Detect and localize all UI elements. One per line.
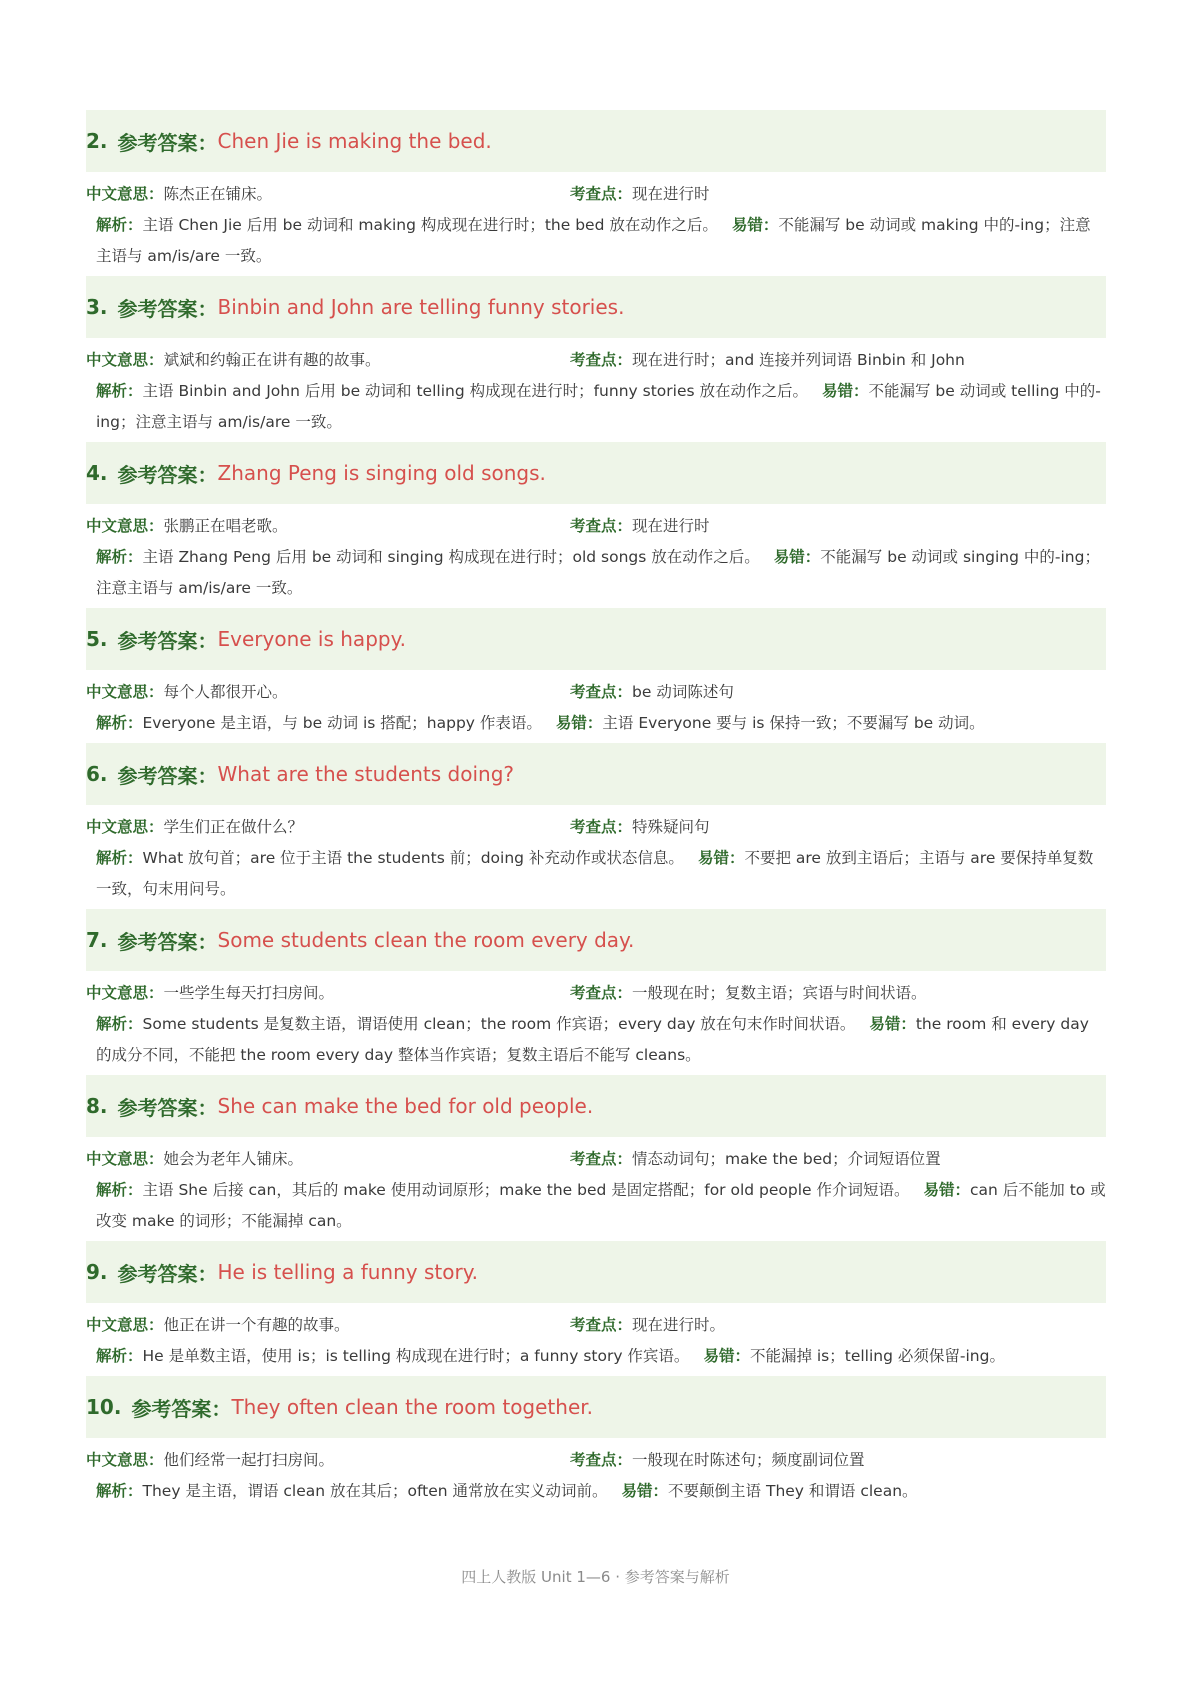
meaning-label: 中文意思： — [86, 1451, 164, 1469]
analysis-block — [86, 843, 1106, 905]
point-label: 考查点： — [570, 1451, 633, 1469]
meaning-cell — [86, 514, 570, 536]
answer-text: He is telling a funny story. — [217, 1260, 479, 1284]
meta-row — [86, 182, 1106, 204]
answer-item — [86, 909, 1106, 1071]
meaning-text: 他正在讲一个有趣的故事。 — [163, 1316, 350, 1334]
analysis-label: 解析： — [96, 1482, 143, 1500]
answer-bar — [86, 276, 1106, 338]
meaning-label: 中文意思： — [86, 517, 164, 535]
answer-bar — [86, 1075, 1106, 1137]
point-text: 现在进行时 — [632, 185, 710, 203]
meaning-text: 张鹏正在唱老歌。 — [163, 517, 288, 535]
question-number: 3. — [86, 295, 108, 319]
analysis-text: He 是单数主语，使用 is；is telling 构成现在进行时；a funny story 作宾语。 — [142, 1347, 690, 1365]
meta-row — [86, 680, 1106, 702]
analysis-block — [86, 210, 1106, 272]
answer-label: 参考答案： — [117, 628, 218, 653]
meta-row — [86, 1313, 1106, 1335]
analysis-text: What 放句首；are 位于主语 the students 前；doing 补充动作或状态信息。 — [142, 849, 684, 867]
error-label: 易错： — [703, 1347, 750, 1365]
page-footer: 四上人教版 Unit 1—6 · 参考答案与解析 — [461, 1568, 730, 1586]
meaning-text: 每个人都很开心。 — [163, 683, 288, 701]
question-number: 9. — [86, 1260, 108, 1284]
error-label: 易错： — [555, 714, 603, 732]
answer-label: 参考答案： — [117, 1095, 218, 1120]
point-cell — [570, 1313, 1106, 1335]
question-number: 10. — [86, 1395, 122, 1419]
answer-list — [86, 110, 1106, 1511]
answer-bar — [86, 1376, 1106, 1438]
analysis-text: They 是主语，谓语 clean 放在其后；often 通常放在实义动词前。 — [142, 1482, 608, 1500]
answer-text: Chen Jie is making the bed. — [217, 129, 492, 153]
answer-bar — [86, 442, 1106, 504]
answer-item — [86, 110, 1106, 272]
meaning-text: 她会为老年人铺床。 — [163, 1150, 304, 1168]
error-text: 不能漏写 be 动词或 singing 中的-ing；注意主语与 am/is/are 一致。 — [96, 548, 1100, 597]
point-cell — [570, 981, 1106, 1003]
answer-text: Zhang Peng is singing old songs. — [217, 461, 546, 485]
analysis-text: 主语 Chen Jie 后用 be 动词和 making 构成现在进行时；the bed 放在动作之后。 — [142, 216, 718, 234]
point-label: 考查点： — [570, 185, 633, 203]
analysis-label: 解析： — [96, 1015, 143, 1033]
question-number: 4. — [86, 461, 108, 485]
answer-item — [86, 276, 1106, 438]
error-text: 不能漏写 be 动词或 making 中的-ing；注意主语与 am/is/are 一致。 — [96, 216, 1091, 265]
error-text: the room 和 every day 的成分不同，不能把 the room every day 整体当作宾语；复数主语后不能写 cleans。 — [96, 1015, 1089, 1064]
answer-label: 参考答案： — [117, 462, 218, 487]
analysis-label: 解析： — [96, 1347, 143, 1365]
meaning-label: 中文意思： — [86, 351, 164, 369]
analysis-label: 解析： — [96, 714, 143, 732]
error-text: 主语 Everyone 要与 is 保持一致；不要漏写 be 动词。 — [602, 714, 985, 732]
analysis-label: 解析： — [96, 1181, 143, 1199]
point-label: 考查点： — [570, 984, 633, 1002]
meaning-label: 中文意思： — [86, 1150, 164, 1168]
answer-text: What are the students doing? — [217, 762, 515, 786]
meaning-label: 中文意思： — [86, 683, 164, 701]
meaning-cell — [86, 815, 570, 837]
meaning-label: 中文意思： — [86, 818, 164, 836]
answer-label: 参考答案： — [117, 1261, 218, 1286]
answer-label: 参考答案： — [117, 296, 218, 321]
answer-item — [86, 1241, 1106, 1372]
point-text: 现在进行时；and 连接并列词语 Binbin 和 John — [632, 351, 965, 369]
question-number: 2. — [86, 129, 108, 153]
error-label: 易错： — [697, 849, 745, 867]
point-cell — [570, 1147, 1106, 1169]
answer-item — [86, 1376, 1106, 1507]
answer-label: 参考答案： — [117, 130, 218, 155]
point-cell — [570, 680, 1106, 702]
answer-text: They often clean the room together. — [231, 1395, 593, 1419]
answer-text: Some students clean the room every day. — [217, 928, 635, 952]
meaning-label: 中文意思： — [86, 1316, 164, 1334]
point-label: 考查点： — [570, 351, 633, 369]
meta-row — [86, 514, 1106, 536]
question-number: 6. — [86, 762, 108, 786]
error-label: 易错： — [621, 1482, 669, 1500]
answer-label: 参考答案： — [131, 1396, 232, 1421]
meta-row — [86, 1448, 1106, 1470]
answer-item — [86, 442, 1106, 604]
question-number: 8. — [86, 1094, 108, 1118]
point-label: 考查点： — [570, 517, 633, 535]
point-cell — [570, 348, 1106, 370]
analysis-label: 解析： — [96, 548, 143, 566]
error-text: 不能漏掉 is；telling 必须保留-ing。 — [749, 1347, 1005, 1365]
meta-row — [86, 815, 1106, 837]
error-label: 易错： — [731, 216, 779, 234]
error-label: 易错： — [821, 382, 869, 400]
meaning-text: 一些学生每天打扫房间。 — [163, 984, 335, 1002]
meaning-text: 斌斌和约翰正在讲有趣的故事。 — [163, 351, 381, 369]
analysis-block — [86, 542, 1106, 604]
answer-label: 参考答案： — [117, 929, 218, 954]
answer-bar — [86, 909, 1106, 971]
meta-row — [86, 1147, 1106, 1169]
meaning-cell — [86, 981, 570, 1003]
point-cell — [570, 514, 1106, 536]
analysis-block — [86, 1476, 1106, 1507]
analysis-text: 主语 Zhang Peng 后用 be 动词和 singing 构成现在进行时；old songs 放在动作之后。 — [142, 548, 760, 566]
meta-row — [86, 348, 1106, 370]
analysis-text: Everyone 是主语，与 be 动词 is 搭配；happy 作表语。 — [142, 714, 542, 732]
meaning-cell — [86, 680, 570, 702]
point-text: 一般现在时；复数主语；宾语与时间状语。 — [632, 984, 927, 1002]
meaning-text: 学生们正在做什么？ — [163, 818, 304, 836]
analysis-label: 解析： — [96, 216, 143, 234]
meaning-cell — [86, 1313, 570, 1335]
answer-text: Binbin and John are telling funny stories. — [217, 295, 625, 319]
point-label: 考查点： — [570, 818, 633, 836]
analysis-text: 主语 Binbin and John 后用 be 动词和 telling 构成现在进行时；funny stories 放在动作之后。 — [142, 382, 808, 400]
point-text: 特殊疑问句 — [632, 818, 710, 836]
analysis-text: 主语 She 后接 can，其后的 make 使用动词原形；make the bed 是固定搭配；for old people 作介词短语。 — [142, 1181, 910, 1199]
error-text: can 后不能加 to 或改变 make 的词形；不能漏掉 can。 — [96, 1181, 1106, 1230]
question-number: 5. — [86, 627, 108, 651]
point-cell — [570, 1448, 1106, 1470]
answer-label: 参考答案： — [117, 763, 218, 788]
meaning-label: 中文意思： — [86, 185, 164, 203]
answer-item — [86, 743, 1106, 905]
error-text: 不能漏写 be 动词或 telling 中的-ing；注意主语与 am/is/are 一致。 — [96, 382, 1101, 431]
error-label: 易错： — [773, 548, 821, 566]
analysis-block — [86, 1175, 1106, 1237]
meta-row — [86, 981, 1106, 1003]
point-text: 现在进行时。 — [632, 1316, 726, 1334]
error-text: 不要颠倒主语 They 和谓语 clean。 — [668, 1482, 918, 1500]
meaning-text: 陈杰正在铺床。 — [163, 185, 273, 203]
analysis-label: 解析： — [96, 849, 143, 867]
point-label: 考查点： — [570, 1316, 633, 1334]
point-label: 考查点： — [570, 683, 633, 701]
analysis-block — [86, 1341, 1106, 1372]
analysis-label: 解析： — [96, 382, 143, 400]
answer-item — [86, 1075, 1106, 1237]
error-label: 易错： — [869, 1015, 916, 1033]
answer-bar — [86, 743, 1106, 805]
point-cell — [570, 182, 1106, 204]
point-text: 情态动词句；make the bed；介词短语位置 — [632, 1150, 941, 1168]
analysis-block — [86, 376, 1106, 438]
answer-text: Everyone is happy. — [217, 627, 406, 651]
meaning-cell — [86, 1147, 570, 1169]
answer-bar — [86, 1241, 1106, 1303]
point-cell — [570, 815, 1106, 837]
analysis-block — [86, 708, 1106, 739]
answer-bar — [86, 608, 1106, 670]
meaning-cell — [86, 1448, 570, 1470]
meaning-text: 他们经常一起打扫房间。 — [163, 1451, 335, 1469]
answer-bar — [86, 110, 1106, 172]
point-label: 考查点： — [570, 1150, 633, 1168]
meaning-label: 中文意思： — [86, 984, 164, 1002]
answer-text: She can make the bed for old people. — [217, 1094, 594, 1118]
meaning-cell — [86, 348, 570, 370]
point-text: 一般现在时陈述句；频度副词位置 — [632, 1451, 865, 1469]
question-number: 7. — [86, 928, 108, 952]
error-label: 易错： — [923, 1181, 971, 1199]
error-text: 不要把 are 放到主语后；主语与 are 要保持单复数一致，句末用问号。 — [96, 849, 1094, 898]
meaning-cell — [86, 182, 570, 204]
analysis-text: Some students 是复数主语，谓语使用 clean；the room 作宾语；every day 放在句末作时间状语。 — [142, 1015, 856, 1033]
answer-item — [86, 608, 1106, 739]
point-text: 现在进行时 — [632, 517, 710, 535]
analysis-block — [86, 1009, 1106, 1071]
point-text: be 动词陈述句 — [632, 683, 734, 701]
